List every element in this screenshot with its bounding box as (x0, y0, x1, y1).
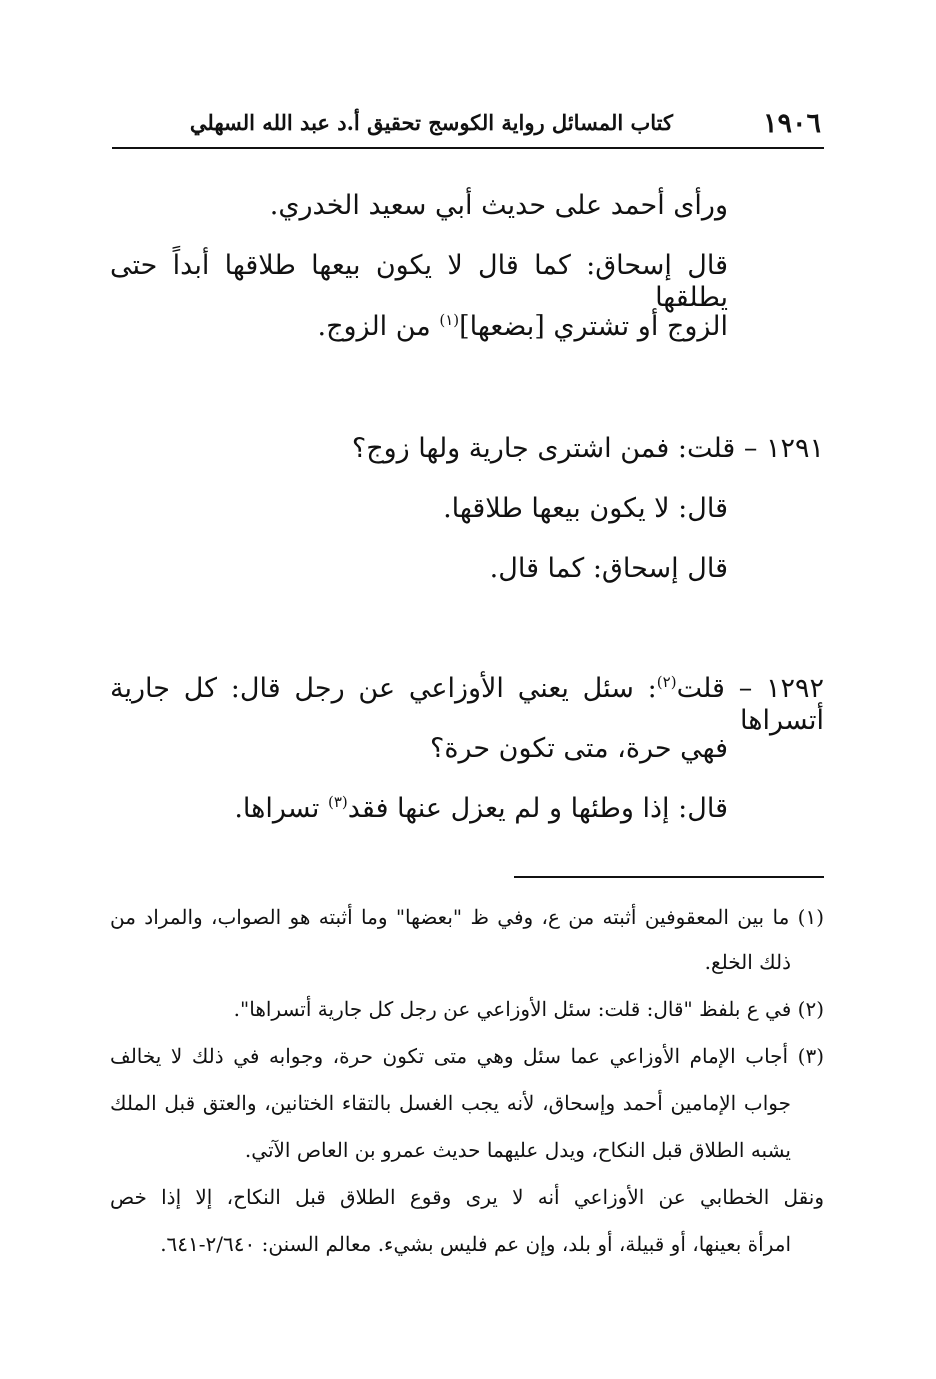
footnote-3-line-3: يشبه الطلاق قبل النكاح، ويدل عليهما حديث عمرو بن العاص الآتي. (244, 1138, 791, 1162)
entry-1291-answer-ahmad: قال: لا يكون بيعها طلاقها. (443, 493, 728, 524)
footnote-1-line-2: ذلك الخلع. (704, 950, 791, 974)
footnote-3-line-2: جواب الإمامين أحمد وإسحاق، لأنه يجب الغسل بالتقاء الختانين، والعتق قبل الملك (110, 1091, 791, 1115)
page-number: ١٩٠٦ (762, 108, 821, 139)
running-header (111, 108, 821, 148)
entry-number-1291: ١٢٩١ (765, 433, 824, 464)
body-line-2: قال إسحاق: كما قال لا يكون بيعها طلاقها أبداً حتى يطلقها (110, 250, 728, 314)
footnote-separator (514, 876, 824, 878)
footnote-3-line-5: امرأة بعينها، أو قبيلة، أو بلد، وإن عم فليس بشيء. معالم السنن: ٢/٦٤٠-٦٤١. (160, 1232, 791, 1256)
entry-1291-answer-ishaq: قال إسحاق: كما قال. (489, 553, 728, 584)
entry-1292-answer: قال: إذا وطئها و لم يعزل عنها فقد$^{(٣)}$ تسراها. (234, 793, 728, 824)
body-line-1: ورأى أحمد على حديث أبي سعيد الخدري. (269, 190, 728, 221)
header-rule (112, 147, 824, 149)
entry-number-1292: ١٢٩٢ (765, 673, 824, 704)
footnote-ref-3: (٣) (327, 793, 348, 811)
entry-1291-question: ١٢٩١ – قلت: فمن اشترى جارية ولها زوج؟ (351, 433, 824, 464)
footnote-2: (٢) في ع بلفظ "قال: قلت: سئل الأوزاعي عن رجل كل جارية أتسراها". (233, 997, 824, 1021)
footnote-ref-2: (٢) (656, 673, 677, 691)
footnote-3-line-1: (٣) أجاب الإمام الأوزاعي عما سئل وهي متى تكون حرة، وجوابه في ذلك لا يخالف (110, 1044, 824, 1068)
footnote-1-line-1: (١) ما بين المعقوفين أثبته من ع، وفي ظ "بعضها" وما أثبته هو الصواب، والمراد من (110, 905, 824, 929)
entry-1292-question-cont: فهي حرة، متى تكون حرة؟ (429, 733, 728, 764)
running-title: كتاب المسائل رواية الكوسج تحقيق أ.د عبد الله السهلي (189, 110, 673, 135)
body-line-3: الزوج أو تشتري [بضعها]$^{(١)}$ من الزوج. (317, 311, 728, 342)
entry-1292-question: ١٢٩٢ – قلت$^{(٢)}$: سئل يعني الأوزاعي عن رجل قال: كل جارية أتسراها (110, 673, 824, 737)
footnote-3-line-4: ونقل الخطابي عن الأوزاعي أنه لا يرى وقوع الطلاق قبل النكاح، إلا إذا خص (110, 1185, 824, 1209)
footnote-ref-1: (١) (439, 311, 460, 329)
